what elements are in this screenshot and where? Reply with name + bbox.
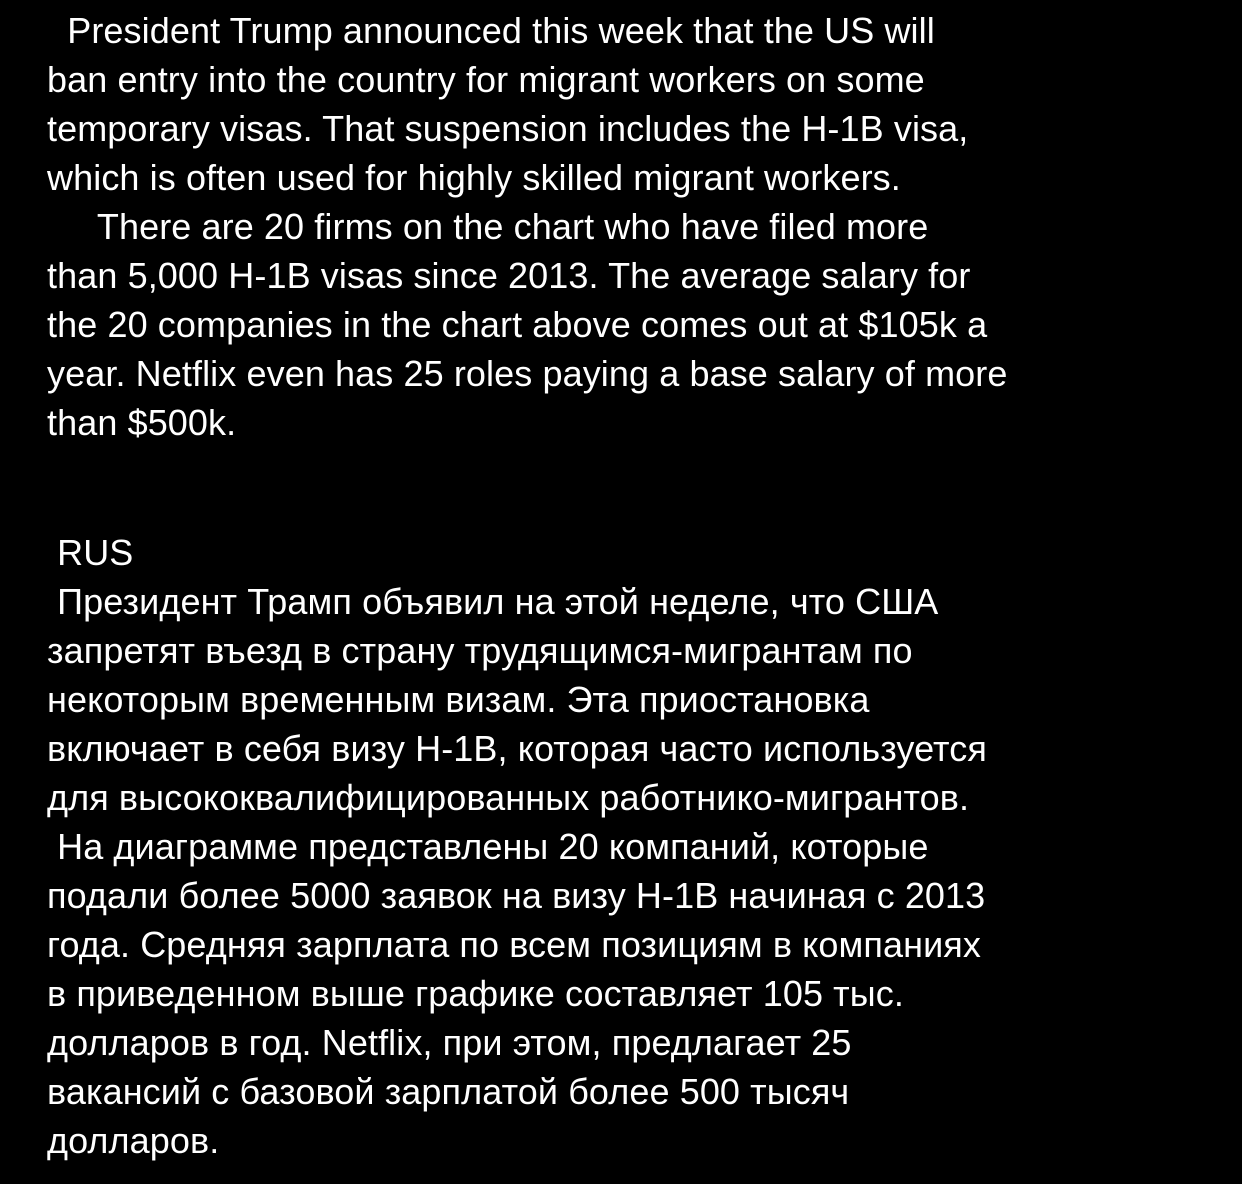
- text-line: There are 20 firms on the chart who have filed more: [47, 206, 929, 247]
- text-line: долларов.: [47, 1120, 220, 1161]
- text-line: ban entry into the country for migrant workers on some: [47, 59, 925, 100]
- text-line: в приведенном выше графике составляет 105 тыс.: [47, 973, 904, 1014]
- text-line: which is often used for highly skilled migrant workers.: [47, 157, 901, 198]
- text-line: На диаграмме представлены 20 компаний, которые: [47, 826, 929, 867]
- text-line: запретят въезд в страну трудящимся-мигрантам по: [47, 630, 913, 671]
- text-line: для высококвалифицированных работнико-мигрантов.: [47, 777, 970, 818]
- text-line: года. Средняя зарплата по всем позициям в компаниях: [47, 924, 981, 965]
- text-line: President Trump announced this week that the US will: [47, 10, 935, 51]
- text-line: than $500k.: [47, 402, 237, 443]
- english-paragraph-2: [47, 202, 1217, 447]
- text-line: Президент Трамп объявил на этой неделе, что США: [47, 581, 939, 622]
- text-line: year. Netflix even has 25 roles paying a base salary of more: [47, 353, 1008, 394]
- russian-paragraph-2: [47, 822, 1217, 1165]
- text-line: вакансий с базовой зарплатой более 500 тысяч: [47, 1071, 850, 1112]
- text-line: некоторым временным визам. Эта приостановка: [47, 679, 870, 720]
- english-paragraph-1: [47, 6, 1217, 202]
- document-body: [47, 6, 1217, 1165]
- russian-heading: RUS: [47, 532, 134, 573]
- text-line: подали более 5000 заявок на визу H-1B начиная с 2013: [47, 875, 986, 916]
- text-line: долларов в год. Netflix, при этом, предлагает 25: [47, 1022, 852, 1063]
- text-line: включает в себя визу H-1B, которая часто используется: [47, 728, 987, 769]
- text-line: than 5,000 H-1B visas since 2013. The average salary for: [47, 255, 971, 296]
- text-line: temporary visas. That suspension includes the H-1B visa,: [47, 108, 969, 149]
- russian-paragraph-1: [47, 577, 1217, 822]
- text-line: the 20 companies in the chart above comes out at $105k a: [47, 304, 988, 345]
